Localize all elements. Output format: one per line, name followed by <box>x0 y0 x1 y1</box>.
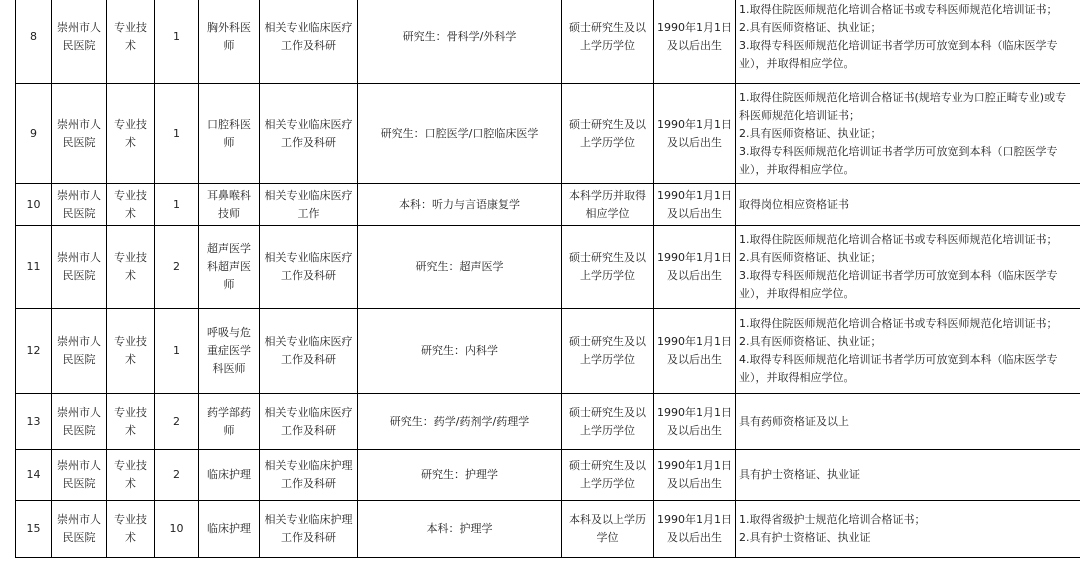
requirements-cell <box>736 501 1080 558</box>
count-cell: 1 <box>155 84 199 184</box>
hospital-cell: 崇州市人民医院 <box>52 394 107 450</box>
requirements-cell <box>736 0 1080 84</box>
requirement-line: 1.取得住院医师规范化培训合格证书或专科医师规范化培训证书； <box>739 317 1058 330</box>
major-cell: 研究生：超声医学 <box>358 226 562 309</box>
requirement-line: 具有药师资格证及以上 <box>739 414 849 428</box>
hospital-cell: 崇州市人民医院 <box>52 309 107 394</box>
requirements-cell <box>736 394 1080 450</box>
position-cell: 耳鼻喉科技师 <box>199 184 260 226</box>
hospital-cell: 崇州市人民医院 <box>52 84 107 184</box>
table-row <box>16 84 1080 184</box>
birth-cell: 1990年1月1日及以后出生 <box>654 394 736 450</box>
education-cell: 本科学历并取得相应学位 <box>562 184 654 226</box>
requirement-line: 3.取得专科医师规范化培训证书者学历可放宽到本科（口腔医学专业），并取得相应学位。 <box>739 144 1058 176</box>
row-number: 9 <box>16 84 52 184</box>
position-cell: 胸外科医师 <box>199 0 260 84</box>
table-row <box>16 394 1080 450</box>
birth-cell: 1990年1月1日及以后出生 <box>654 309 736 394</box>
requirement-line: 取得岗位相应资格证书 <box>739 197 849 211</box>
education-cell: 硕士研究生及以上学历学位 <box>562 84 654 184</box>
requirement-line: 1.取得住院医师规范化培训合格证书或专科医师规范化培训证书； <box>739 233 1058 246</box>
hospital-cell: 崇州市人民医院 <box>52 226 107 309</box>
requirement-line: 2.具有医师资格证、执业证； <box>739 251 882 264</box>
education-cell: 硕士研究生及以上学历学位 <box>562 0 654 84</box>
row-number: 8 <box>16 0 52 84</box>
category-cell: 专业技术 <box>107 184 155 226</box>
position-cell: 超声医学科超声医师 <box>199 226 260 309</box>
row-number: 15 <box>16 501 52 558</box>
duty-cell: 相关专业临床医疗工作及科研 <box>260 0 358 84</box>
requirement-line: 2.具有护士资格证、执业证 <box>739 531 871 544</box>
row-number: 14 <box>16 450 52 501</box>
birth-cell: 1990年1月1日及以后出生 <box>654 450 736 501</box>
category-cell: 专业技术 <box>107 0 155 84</box>
major-cell: 本科：护理学 <box>358 501 562 558</box>
recruitment-table <box>15 0 1080 558</box>
row-number: 10 <box>16 184 52 226</box>
major-cell: 研究生：药学/药剂学/药理学 <box>358 394 562 450</box>
category-cell: 专业技术 <box>107 84 155 184</box>
table-row <box>16 309 1080 394</box>
table-row <box>16 501 1080 558</box>
duty-cell: 相关专业临床医疗工作及科研 <box>260 84 358 184</box>
requirements-cell <box>736 226 1080 309</box>
duty-cell: 相关专业临床医疗工作及科研 <box>260 226 358 309</box>
category-cell: 专业技术 <box>107 226 155 309</box>
count-cell: 2 <box>155 450 199 501</box>
birth-cell: 1990年1月1日及以后出生 <box>654 226 736 309</box>
requirements-cell <box>736 84 1080 184</box>
major-cell: 研究生：护理学 <box>358 450 562 501</box>
requirement-line: 2.具有医师资格证、执业证； <box>739 21 882 34</box>
count-cell: 1 <box>155 184 199 226</box>
position-cell: 口腔科医师 <box>199 84 260 184</box>
requirement-line: 2.具有医师资格证、执业证； <box>739 126 882 140</box>
count-cell: 1 <box>155 309 199 394</box>
requirements-cell <box>736 309 1080 394</box>
education-cell: 硕士研究生及以上学历学位 <box>562 450 654 501</box>
category-cell: 专业技术 <box>107 501 155 558</box>
row-number: 11 <box>16 226 52 309</box>
position-cell: 临床护理 <box>199 450 260 501</box>
major-cell: 研究生：内科学 <box>358 309 562 394</box>
education-cell: 硕士研究生及以上学历学位 <box>562 309 654 394</box>
hospital-cell: 崇州市人民医院 <box>52 450 107 501</box>
birth-cell: 1990年1月1日及以后出生 <box>654 184 736 226</box>
position-cell: 药学部药师 <box>199 394 260 450</box>
count-cell: 1 <box>155 0 199 84</box>
education-cell: 本科及以上学历学位 <box>562 501 654 558</box>
requirements-cell <box>736 450 1080 501</box>
major-cell: 研究生：口腔医学/口腔临床医学 <box>358 84 562 184</box>
table-row <box>16 450 1080 501</box>
table-row <box>16 0 1080 84</box>
requirement-line: 4.取得专科医师规范化培训证书者学历可放宽到本科（临床医学专业），并取得相应学位。 <box>739 353 1058 384</box>
requirement-line: 具有护士资格证、执业证 <box>739 468 860 481</box>
birth-cell: 1990年1月1日及以后出生 <box>654 84 736 184</box>
birth-cell: 1990年1月1日及以后出生 <box>654 501 736 558</box>
row-number: 13 <box>16 394 52 450</box>
row-number: 12 <box>16 309 52 394</box>
hospital-cell: 崇州市人民医院 <box>52 0 107 84</box>
requirement-line: 3.取得专科医师规范化培训证书者学历可放宽到本科（临床医学专业），并取得相应学位。 <box>739 269 1058 300</box>
duty-cell: 相关专业临床医疗工作及科研 <box>260 309 358 394</box>
position-cell: 呼吸与危重症医学科医师 <box>199 309 260 394</box>
duty-cell: 相关专业临床医疗工作 <box>260 184 358 226</box>
count-cell: 10 <box>155 501 199 558</box>
duty-cell: 相关专业临床医疗工作及科研 <box>260 394 358 450</box>
requirement-line: 3.取得专科医师规范化培训证书者学历可放宽到本科（临床医学专业），并取得相应学位。 <box>739 39 1058 70</box>
table-row <box>16 226 1080 309</box>
requirement-line: 2.具有医师资格证、执业证； <box>739 335 882 348</box>
requirement-line: 1.取得住院医师规范化培训合格证书(规培专业为口腔正畸专业)或专科医师规范化培训证书； <box>739 90 1067 122</box>
major-cell: 本科：听力与言语康复学 <box>358 184 562 226</box>
hospital-cell: 崇州市人民医院 <box>52 184 107 226</box>
count-cell: 2 <box>155 226 199 309</box>
duty-cell: 相关专业临床护理工作及科研 <box>260 450 358 501</box>
requirements-cell <box>736 184 1080 226</box>
category-cell: 专业技术 <box>107 394 155 450</box>
category-cell: 专业技术 <box>107 450 155 501</box>
education-cell: 硕士研究生及以上学历学位 <box>562 226 654 309</box>
position-cell: 临床护理 <box>199 501 260 558</box>
count-cell: 2 <box>155 394 199 450</box>
requirement-line: 1.取得省级护士规范化培训合格证书； <box>739 513 926 526</box>
hospital-cell: 崇州市人民医院 <box>52 501 107 558</box>
major-cell: 研究生：骨科学/外科学 <box>358 0 562 84</box>
requirement-line: 1.取得住院医师规范化培训合格证书或专科医师规范化培训证书； <box>739 3 1058 16</box>
birth-cell: 1990年1月1日及以后出生 <box>654 0 736 84</box>
table-row <box>16 184 1080 226</box>
education-cell: 硕士研究生及以上学历学位 <box>562 394 654 450</box>
duty-cell: 相关专业临床护理工作及科研 <box>260 501 358 558</box>
category-cell: 专业技术 <box>107 309 155 394</box>
